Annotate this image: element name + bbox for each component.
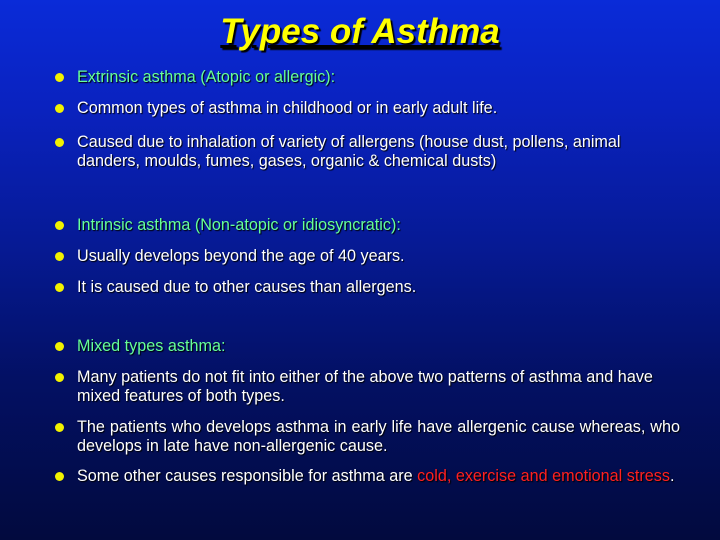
bullet-dot-icon [55, 221, 64, 230]
bullet-other-causes [55, 467, 680, 486]
bullet-mixed-onset [55, 418, 680, 456]
bullet-mixed-patients [55, 368, 680, 406]
bullet-text: Intrinsic asthma (Non-atopic or idiosyncratic): [77, 216, 401, 234]
bullet-extrinsic-cause [55, 133, 680, 171]
bullet-text [55, 467, 680, 486]
bullet-intrinsic-heading [55, 216, 680, 235]
bullet-text: Usually develops beyond the age of 40 years. [77, 247, 405, 265]
bullet-text-plain: Some other causes responsible for asthma are [77, 467, 418, 485]
bullet-dot-icon [55, 373, 64, 382]
bullet-mixed-heading [55, 337, 680, 356]
bullet-dot-icon [55, 342, 64, 351]
bullet-dot-icon [55, 252, 64, 261]
slide-title: Types of Asthma [220, 12, 500, 51]
bullet-text: It is caused due to other causes than allergens. [77, 278, 417, 296]
highlighted-causes: cold, exercise and emotional stress [417, 467, 670, 485]
bullet-dot-icon [55, 104, 64, 113]
bullet-dot-icon [55, 472, 64, 481]
bullet-text: The patients who develops asthma in early life have allergenic cause whereas, who develops in late have non-allergenic cause. [77, 418, 680, 455]
bullet-dot-icon [55, 73, 64, 82]
bullet-text: Caused due to inhalation of variety of allergens (house dust, pollens, animal danders, moulds, fumes, gases, organic & chemical dusts) [77, 133, 621, 170]
bullet-dot-icon [55, 138, 64, 147]
bullet-extrinsic-heading [55, 68, 680, 87]
bullet-text: Mixed types asthma: [77, 337, 226, 355]
bullet-intrinsic-age [55, 247, 680, 266]
bullet-intrinsic-cause [55, 278, 680, 297]
bullet-text: Extrinsic asthma (Atopic or allergic): [77, 68, 336, 86]
bullet-dot-icon [55, 283, 64, 292]
bullet-extrinsic-age [55, 99, 680, 118]
bullet-dot-icon [55, 423, 64, 432]
bullet-text: Many patients do not fit into either of the above two patterns of asthma and have mixed features of both types. [77, 368, 653, 405]
bullet-text-end: . [669, 467, 675, 485]
bullet-text: Common types of asthma in childhood or in early adult life. [77, 99, 498, 117]
